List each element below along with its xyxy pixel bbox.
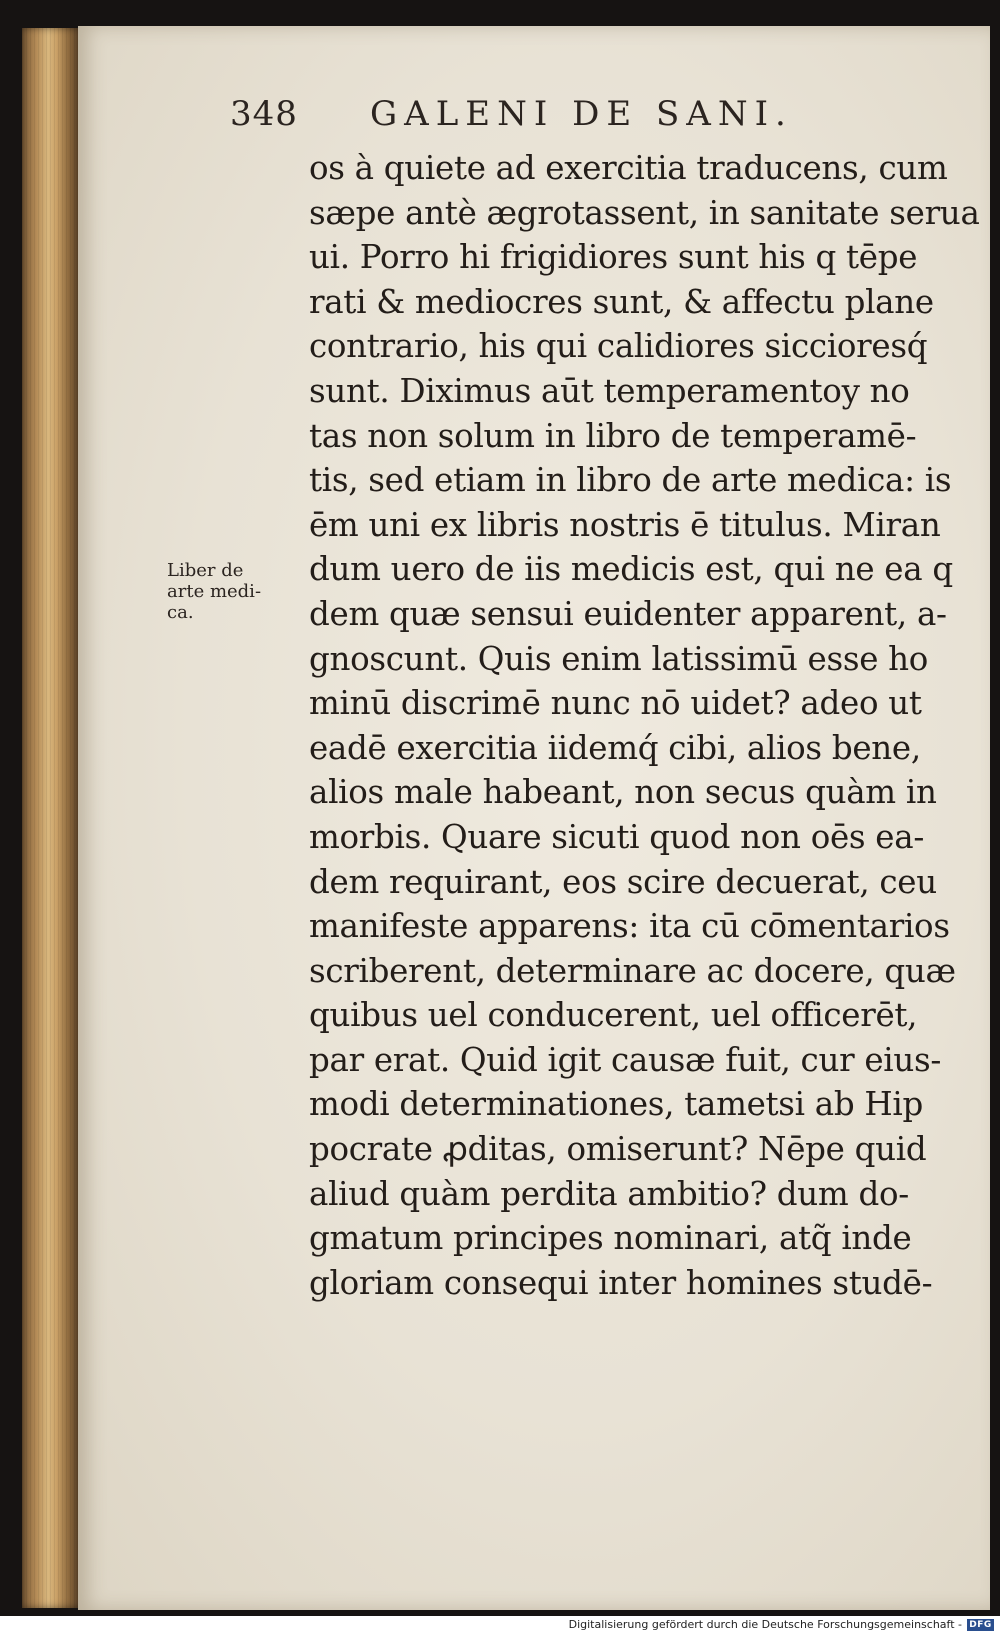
text-line: aliud quàm perdita ambitio? dum do- — [309, 1174, 909, 1213]
text-line: minū discrimē nunc nō uidet? adeo ut — [309, 684, 922, 723]
text-line: dem requirant, eos scire decuerat, ceu — [309, 862, 937, 901]
text-line: scriberent, determinare ac docere, quæ — [309, 951, 956, 990]
book-page-edges — [22, 28, 80, 1608]
text-line: morbis. Quare sicuti quod non oēs ea- — [309, 817, 925, 856]
page-number: 348 — [230, 94, 298, 134]
body-text — [309, 146, 980, 1305]
dfg-logo[interactable]: DFG — [967, 1619, 994, 1631]
text-line: dem quæ sensui euidenter apparent, a- — [309, 594, 947, 633]
text-line: gloriam consequi inter homines studē- — [309, 1263, 933, 1302]
running-head — [0, 94, 1000, 144]
text-line: os à quiete ad exercitia traducens, cum — [309, 149, 948, 187]
text-line: gmatum principes nominari, atq̃ inde — [309, 1219, 912, 1258]
text-line: contrario, his qui calidiores siccioresq́ — [309, 327, 928, 366]
text-line: dum uero de iis medicis est, qui ne ea q — [309, 550, 953, 589]
text-line: eadē exercitia iidemq́ cibi, alios bene, — [309, 728, 921, 767]
text-line: tis, sed etiam in libro de arte medica: is — [309, 461, 952, 500]
margin-note — [167, 560, 297, 623]
text-line: quibus uel conducerent, uel officerēt, — [309, 996, 918, 1035]
text-line: sunt. Diximus aūt temperamentoy no — [309, 371, 910, 410]
text-line: rati & mediocres sunt, & affectu plane — [309, 282, 934, 321]
text-line: par erat. Quid igit causæ fuit, cur eius- — [309, 1040, 942, 1079]
text-line: tas non solum in libro de temperamē- — [309, 416, 917, 455]
text-line: pocrate ꝓditas, omiserunt? Nēpe quid — [309, 1130, 927, 1169]
text-line: modi determinationes, tametsi ab Hip — [309, 1085, 924, 1124]
text-line: ui. Porro hi frigidiores sunt his q tēpe — [309, 238, 918, 277]
text-line: sæpe antè ægrotassent, in sanitate serua — [309, 193, 980, 232]
margin-note-line: ca. — [167, 602, 194, 623]
digitization-credit: Digitalisierung gefördert durch die Deutsche Forschungsgemeinschaft - — [568, 1618, 962, 1631]
text-line: manifeste apparens: ita cū cōmentarios — [309, 907, 950, 946]
text-line: gnoscunt. Quis enim latissimū esse ho — [309, 639, 929, 678]
margin-note-line: arte medi- — [167, 581, 262, 602]
text-line: alios male habeant, non secus quàm in — [309, 773, 937, 812]
margin-note-line: Liber de — [167, 560, 244, 581]
footer-bar — [0, 1616, 1000, 1635]
text-line: ēm uni ex libris nostris ē titulus. Miran — [309, 505, 941, 544]
running-title: GALENI DE SANI. — [370, 94, 793, 134]
